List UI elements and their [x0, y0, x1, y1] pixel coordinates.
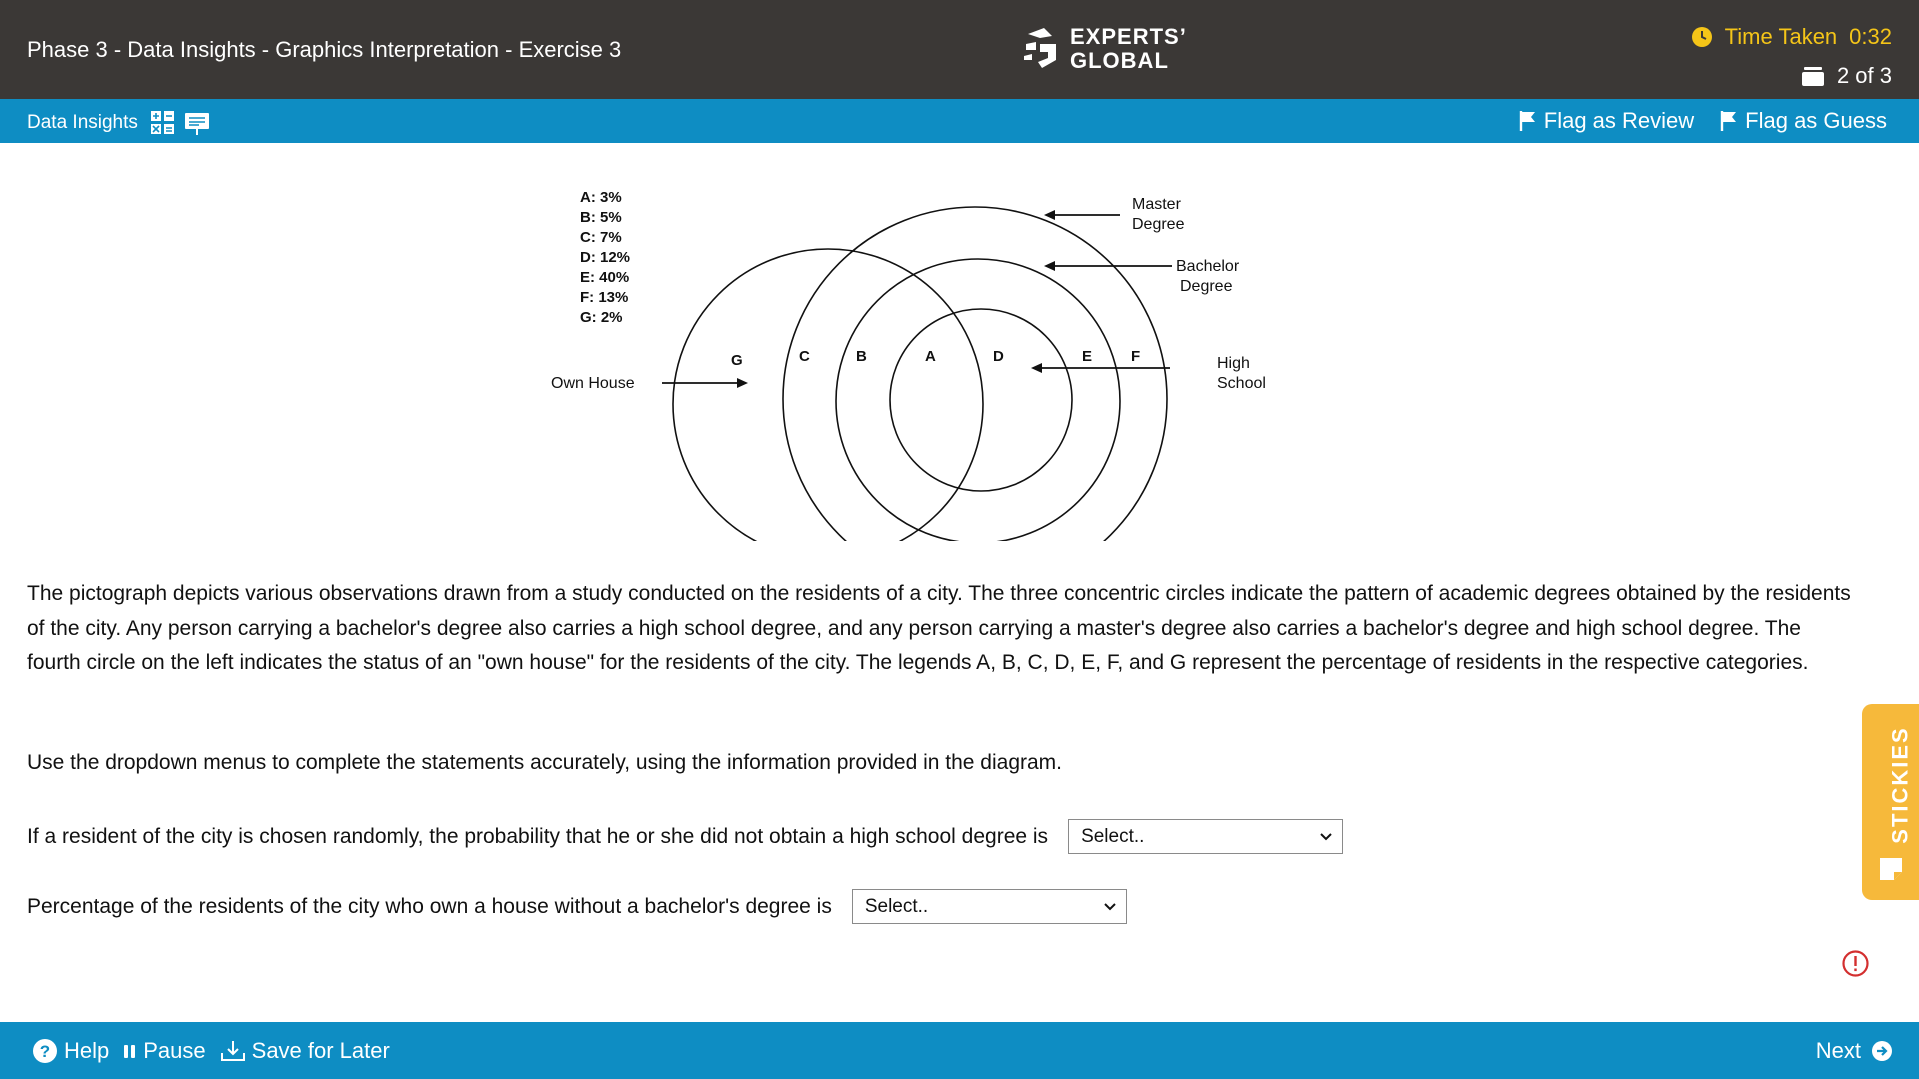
pause-label: Pause: [143, 1038, 206, 1063]
master-degree-arrow: [1044, 210, 1120, 220]
stack-icon: [1801, 65, 1825, 87]
bachelor-degree-arrow: [1044, 261, 1172, 271]
logo-text-line1: EXPERTS’: [1070, 24, 1187, 49]
region-label-g: G: [731, 352, 743, 369]
pause-button[interactable]: [123, 1038, 205, 1064]
timer: [1691, 24, 1892, 50]
next-button[interactable]: [1816, 1038, 1893, 1064]
download-icon: [220, 1039, 246, 1063]
region-label-c: C: [799, 348, 810, 365]
region-label-d: D: [993, 348, 1004, 365]
question-2: [27, 889, 1127, 924]
sticky-note-icon: [1878, 856, 1904, 882]
legend: [580, 189, 630, 326]
bachelor-degree-label-line1: Bachelor: [1176, 258, 1240, 275]
save-for-later-label: Save for Later: [251, 1038, 390, 1063]
question-counter: [1801, 63, 1892, 89]
region-label-f: F: [1131, 348, 1141, 365]
whiteboard-icon[interactable]: [184, 110, 210, 136]
master-degree-label-line2: Degree: [1132, 216, 1185, 233]
venn-diagram-svg: [540, 181, 1280, 541]
high-school-arrow: [1031, 363, 1170, 373]
logo-text-line2: GLOBAL: [1070, 48, 1169, 73]
own-house-label: Own House: [551, 375, 635, 392]
instruction-text: Use the dropdown menus to complete the statements accurately, using the information provided in the diagram.: [27, 751, 1063, 774]
save-for-later-button[interactable]: [220, 1038, 390, 1064]
chevron-down-icon: [1320, 832, 1332, 842]
section-label: Data Insights: [27, 112, 138, 133]
question-1-dropdown[interactable]: [1068, 819, 1343, 854]
legend-e: E: 40%: [580, 269, 630, 286]
flag-group: [1493, 108, 1887, 134]
region-labels: [731, 348, 1140, 369]
question-1-selected: Select..: [1081, 825, 1145, 847]
arrow-right-icon: [1871, 1040, 1893, 1062]
legend-a: A: 3%: [580, 189, 622, 206]
exercise-title: Phase 3 - Data Insights - Graphics Interpretation - Exercise 3: [27, 37, 622, 62]
help-icon: [32, 1038, 58, 1064]
legend-b: B: 5%: [580, 209, 622, 226]
next-label: Next: [1815, 1038, 1861, 1063]
chevron-down-icon: [1104, 902, 1116, 912]
bottom-bar: [0, 1022, 1919, 1079]
top-bar: [0, 0, 1919, 99]
question-1: [27, 819, 1343, 854]
stickies-label: STICKIES: [1887, 726, 1913, 844]
region-label-e: E: [1082, 348, 1093, 365]
svg-text:?: ?: [39, 1042, 51, 1061]
question-counter-text: 2 of 3: [1836, 63, 1892, 88]
timer-value: 0:32: [1849, 24, 1892, 49]
section-bar: [0, 99, 1919, 143]
calculator-grid-icon[interactable]: [150, 110, 176, 136]
own-house-circle: [673, 249, 983, 541]
venn-diagram: [540, 181, 1280, 541]
help-label: Help: [64, 1038, 110, 1063]
master-degree-label-line1: Master: [1132, 196, 1181, 213]
legend-d: D: 12%: [580, 249, 631, 266]
pause-icon: [123, 1043, 137, 1059]
question-1-text: If a resident of the city is chosen randomly, the probability that he or she did not obtain a high school degree is: [27, 824, 1049, 848]
bachelor-circle: [836, 259, 1120, 541]
alert-icon[interactable]: [1842, 950, 1869, 977]
section-label-group: [27, 110, 210, 136]
passage-text: The pictograph depicts various observations drawn from a study conducted on the residents of a city. The three concentric circles indicate the pattern of academic degrees obtained by the residents of the city. Any person carrying a bachelor's degree also carries a high school degree, and any person carrying a master's degree also carries a bachelor's degree and high school degree. The fourth circle on the left indicates the status of an "own house" for the residents of the city. The legends A, B, C, D, E, F, and G represent the percentage of residents in the respective categories.: [27, 582, 1851, 674]
question-2-selected: Select..: [864, 895, 929, 917]
clock-icon: [1691, 26, 1713, 48]
logo-icon: [1022, 24, 1062, 74]
stickies-tab[interactable]: [1862, 704, 1919, 900]
legend-f: F: 13%: [580, 289, 629, 306]
question-content: [0, 143, 1919, 1022]
flag-as-guess-button[interactable]: [1720, 108, 1887, 134]
master-circle: [890, 309, 1072, 491]
high-school-label-line1: High: [1217, 355, 1250, 372]
footer-left-actions: [32, 1038, 404, 1064]
question-2-dropdown[interactable]: [852, 889, 1127, 924]
high-school-label-line2: School: [1217, 375, 1266, 392]
flag-icon: [1519, 110, 1537, 132]
experts-global-logo: [1022, 24, 1187, 74]
help-button[interactable]: [32, 1038, 109, 1064]
timer-label: Time Taken: [1724, 24, 1838, 49]
flag-as-review-button[interactable]: [1519, 108, 1694, 134]
flag-as-guess-label: Flag as Guess: [1745, 108, 1887, 133]
flag-as-review-label: Flag as Review: [1543, 108, 1695, 133]
legend-g: G: 2%: [580, 309, 623, 326]
question-2-text: Percentage of the residents of the city who own a house without a bachelor's degree is: [27, 894, 832, 918]
bachelor-degree-label-line2: Degree: [1180, 278, 1233, 295]
flag-icon: [1720, 110, 1738, 132]
legend-c: C: 7%: [580, 229, 622, 246]
region-label-b: B: [856, 348, 867, 365]
region-label-a: A: [925, 348, 936, 365]
